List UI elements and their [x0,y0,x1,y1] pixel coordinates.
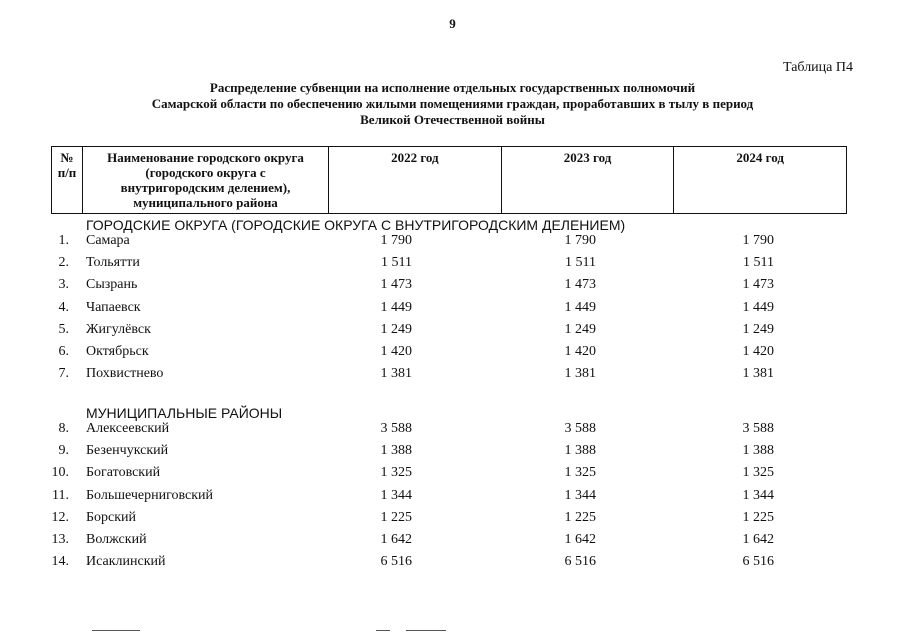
table-row [0,554,905,574]
title-line: Распределение субвенции на исполнение отдельных государственных полномочий [209,80,696,95]
value-2024: 6 516 [742,554,774,569]
row-number: 7. [58,366,69,381]
value-2023: 1 473 [564,277,596,292]
header-name-line: (городского округа с [145,165,266,180]
value-2024: 1 473 [742,277,774,292]
title-line: Великой Отечественной войны [360,112,545,127]
value-2022: 1 420 [380,344,412,359]
value-2023: 1 642 [564,532,596,547]
value-2022: 1 388 [380,443,412,458]
row-number: 13. [51,532,69,547]
value-2022: 1 249 [380,322,412,337]
value-2023: 1 449 [564,300,596,315]
row-number: 1. [58,233,69,248]
row-number: 6. [58,344,69,359]
value-2024: 3 588 [742,421,774,436]
header-num [52,147,83,213]
section-title: ГОРОДСКИЕ ОКРУГА (ГОРОДСКИЕ ОКРУГА С ВНУТРИГОРОДСКИМ ДЕЛЕНИЕМ) [86,217,626,233]
row-number: 11. [52,488,69,503]
table-row [0,322,905,342]
value-2022: 1 325 [380,465,412,480]
row-number: 12. [51,510,69,525]
value-2024: 1 344 [742,488,774,503]
value-2024: 1 388 [742,443,774,458]
table-row [0,344,905,364]
value-2023: 3 588 [564,421,596,436]
value-2023: 1 511 [565,255,596,270]
value-2023: 1 381 [564,366,596,381]
value-2022: 1 473 [380,277,412,292]
row-name: Борский [86,510,137,525]
table-header [51,146,847,214]
value-2024: 1 249 [742,322,774,337]
row-number: 4. [58,300,69,315]
value-2024: 1 225 [742,510,774,525]
row-name: Сызрань [86,277,138,292]
value-2023: 1 225 [564,510,596,525]
table-row [0,300,905,320]
row-number: 14. [51,554,69,569]
table-row [0,465,905,485]
title-line: Самарской области по обеспечению жилыми помещениями граждан, проработавших в тылу в период [151,96,754,111]
header-num-line: п/п [57,165,77,180]
value-2022: 1 449 [380,300,412,315]
row-name: Жигулёвск [86,322,151,337]
table-row [0,233,905,253]
value-2023: 6 516 [564,554,596,569]
value-2024: 1 449 [742,300,774,315]
row-name: Октябрьск [86,344,149,359]
value-2023: 1 344 [564,488,596,503]
row-name: Волжский [86,532,147,547]
row-name: Самара [86,233,130,248]
header-2024: 2024 год [736,150,784,165]
row-name: Богатовский [86,465,161,480]
value-2023: 1 325 [564,465,596,480]
value-2022: 1 225 [380,510,412,525]
table-row [0,532,905,552]
value-2023: 1 388 [564,443,596,458]
value-2024: 1 420 [742,344,774,359]
header-name-line: муниципального района [133,195,278,210]
footer-rule [406,630,446,631]
row-number: 9. [58,443,69,458]
row-number: 2. [58,255,69,270]
value-2022: 1 511 [381,255,412,270]
table-row [0,421,905,441]
document-title [0,80,905,128]
value-2022: 1 642 [380,532,412,547]
row-name: Тольятти [86,255,140,270]
value-2022: 1 790 [380,233,412,248]
value-2022: 6 516 [380,554,412,569]
value-2023: 1 420 [564,344,596,359]
value-2024: 1 642 [742,532,774,547]
row-number: 8. [58,421,69,436]
table-label: Таблица П4 [783,60,853,75]
header-name [83,147,329,213]
value-2024: 1 790 [742,233,774,248]
section-title: МУНИЦИПАЛЬНЫЕ РАЙОНЫ [86,405,283,421]
header-name-line: Наименование городского округа [107,150,304,165]
value-2022: 1 381 [380,366,412,381]
row-name: Безенчукский [86,443,169,458]
table-row [0,443,905,463]
header-2022: 2022 год [329,147,502,213]
page-number: 9 [449,16,456,31]
header-2023: 2023 год [502,147,675,213]
row-number: 5. [58,322,69,337]
table-row [0,488,905,508]
value-2022: 1 344 [380,488,412,503]
table-row [0,510,905,530]
footer-rule [376,630,390,631]
header-num-line: № [60,150,74,165]
row-name: Исаклинский [86,554,166,569]
row-name: Большечерниговский [86,488,214,503]
table-row [0,255,905,275]
table-row [0,277,905,297]
row-name: Чапаевск [86,300,141,315]
row-name: Алексеевский [86,421,170,436]
value-2024: 1 381 [742,366,774,381]
row-number: 10. [51,465,69,480]
value-2022: 3 588 [380,421,412,436]
header-name-line: внутригородским делением), [120,180,291,195]
footer-rule [92,630,140,631]
value-2024: 1 325 [742,465,774,480]
row-name: Похвистнево [86,366,164,381]
value-2024: 1 511 [743,255,774,270]
value-2023: 1 790 [564,233,596,248]
value-2023: 1 249 [564,322,596,337]
table-row [0,366,905,386]
row-number: 3. [58,277,69,292]
